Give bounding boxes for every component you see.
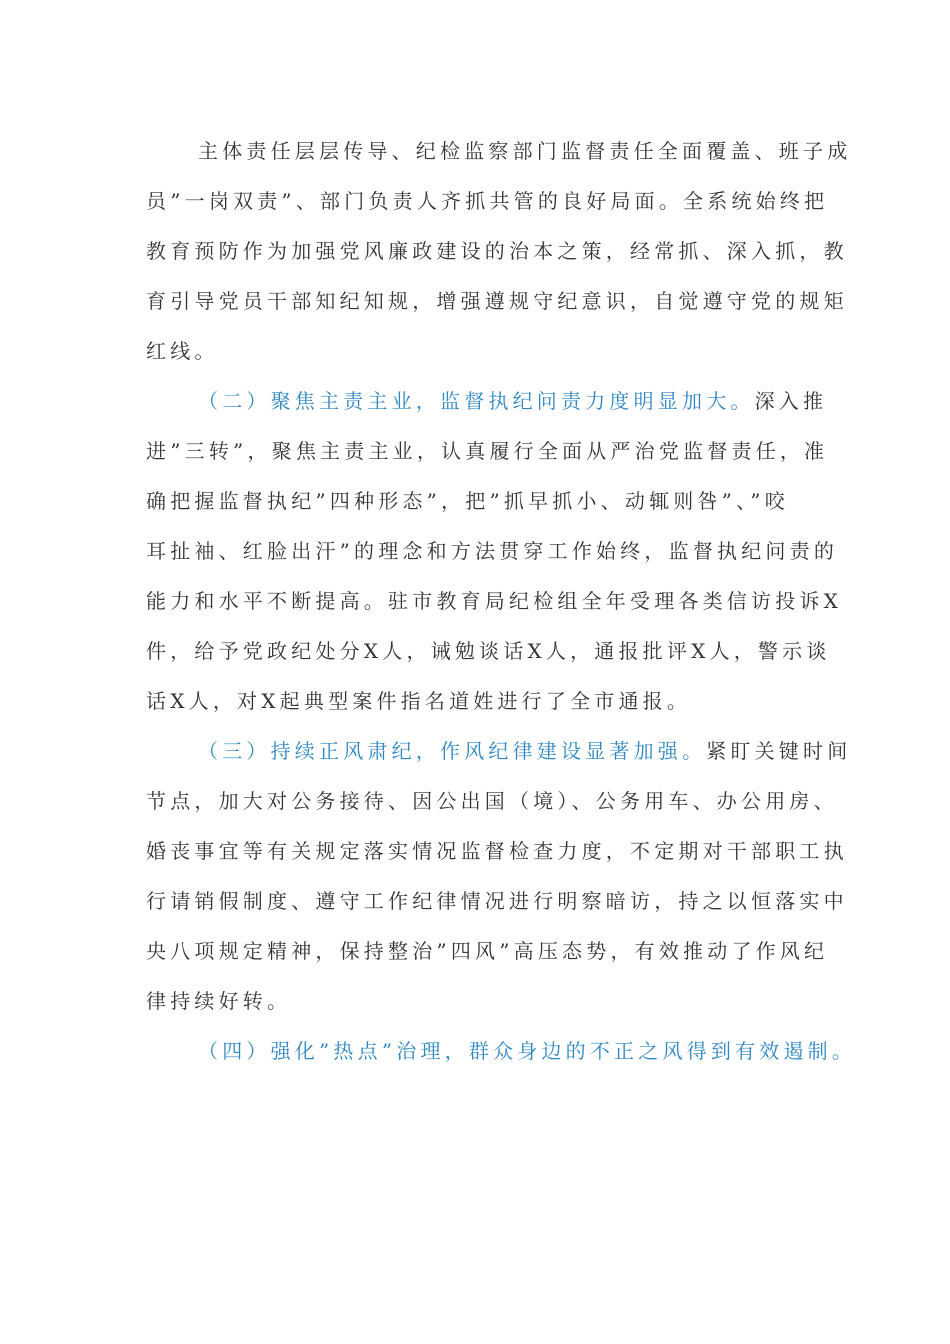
section-3-first-line	[146, 726, 852, 776]
section-4-first-line	[146, 1026, 857, 1076]
section-2-heading: （二）聚焦主责主业，监督执纪问责力度明显加大。	[198, 389, 755, 413]
section-4-heading: （四）强化”热点”治理，群众身边的不正之风得到有效遏制。	[198, 1039, 857, 1063]
paragraph-line: 红线。	[146, 339, 219, 363]
section-3-heading: （三）持续正风肃纪，作风纪律建设显著加强。	[198, 739, 707, 763]
paragraph-line: 行请销假制度、遵守工作纪律情况进行明察暗访，持之以恒落实中	[146, 889, 848, 913]
paragraph-1	[146, 126, 852, 376]
section-3	[146, 726, 852, 1026]
paragraph-line: 婚丧事宜等有关规定落实情况监督检查力度，不定期对干部职工执	[146, 839, 848, 863]
paragraph-line: 央八项规定精神，保持整治”四风”高压态势，有效推动了作风纪	[146, 939, 829, 963]
section-2	[146, 376, 843, 726]
paragraph-line: 进”三转”，聚焦主责主业，认真履行全面从严治党监督责任，准	[146, 439, 829, 463]
paragraph-line: 教育预防作为加强党风廉政建设的治本之策，经常抓、深入抓，教	[146, 239, 848, 263]
paragraph-line: 确把握监督执纪”四种形态”，把”抓早抓小、动辄则咎”、”咬	[146, 489, 789, 513]
paragraph-line: 件，给予党政纪处分X人，诫勉谈话X人，通报批评X人，警示谈	[146, 639, 831, 663]
section-3-lead-text: 紧盯关键时间	[706, 739, 852, 763]
paragraph-line: 话X人，对X起典型案件指名道姓进行了全市通报。	[146, 689, 692, 713]
paragraph-line: 律持续好转。	[146, 989, 292, 1013]
paragraph-line: 育引导党员干部知纪知规，增强遵规守纪意识，自觉遵守党的规矩	[146, 289, 848, 313]
paragraph-line: 员”一岗双责”、部门负责人齐抓共管的良好局面。全系统始终把	[146, 189, 829, 213]
paragraph-line: 主体责任层层传导、纪检监察部门监督责任全面覆盖、班子成	[198, 139, 852, 163]
section-4	[146, 1026, 857, 1076]
paragraph-line: 节点，加大对公务接待、因公出国（境）、公务用车、办公用房、	[146, 789, 838, 813]
section-2-lead-text: 深入推	[754, 389, 828, 413]
paragraph-line: 能力和水平不断提高。驻市教育局纪检组全年受理各类信访投诉X	[146, 589, 843, 613]
paragraph-line: 耳扯袖、红脸出汗”的理念和方法贯穿工作始终，监督执纪问责的	[146, 539, 839, 563]
section-2-first-line	[146, 376, 828, 426]
